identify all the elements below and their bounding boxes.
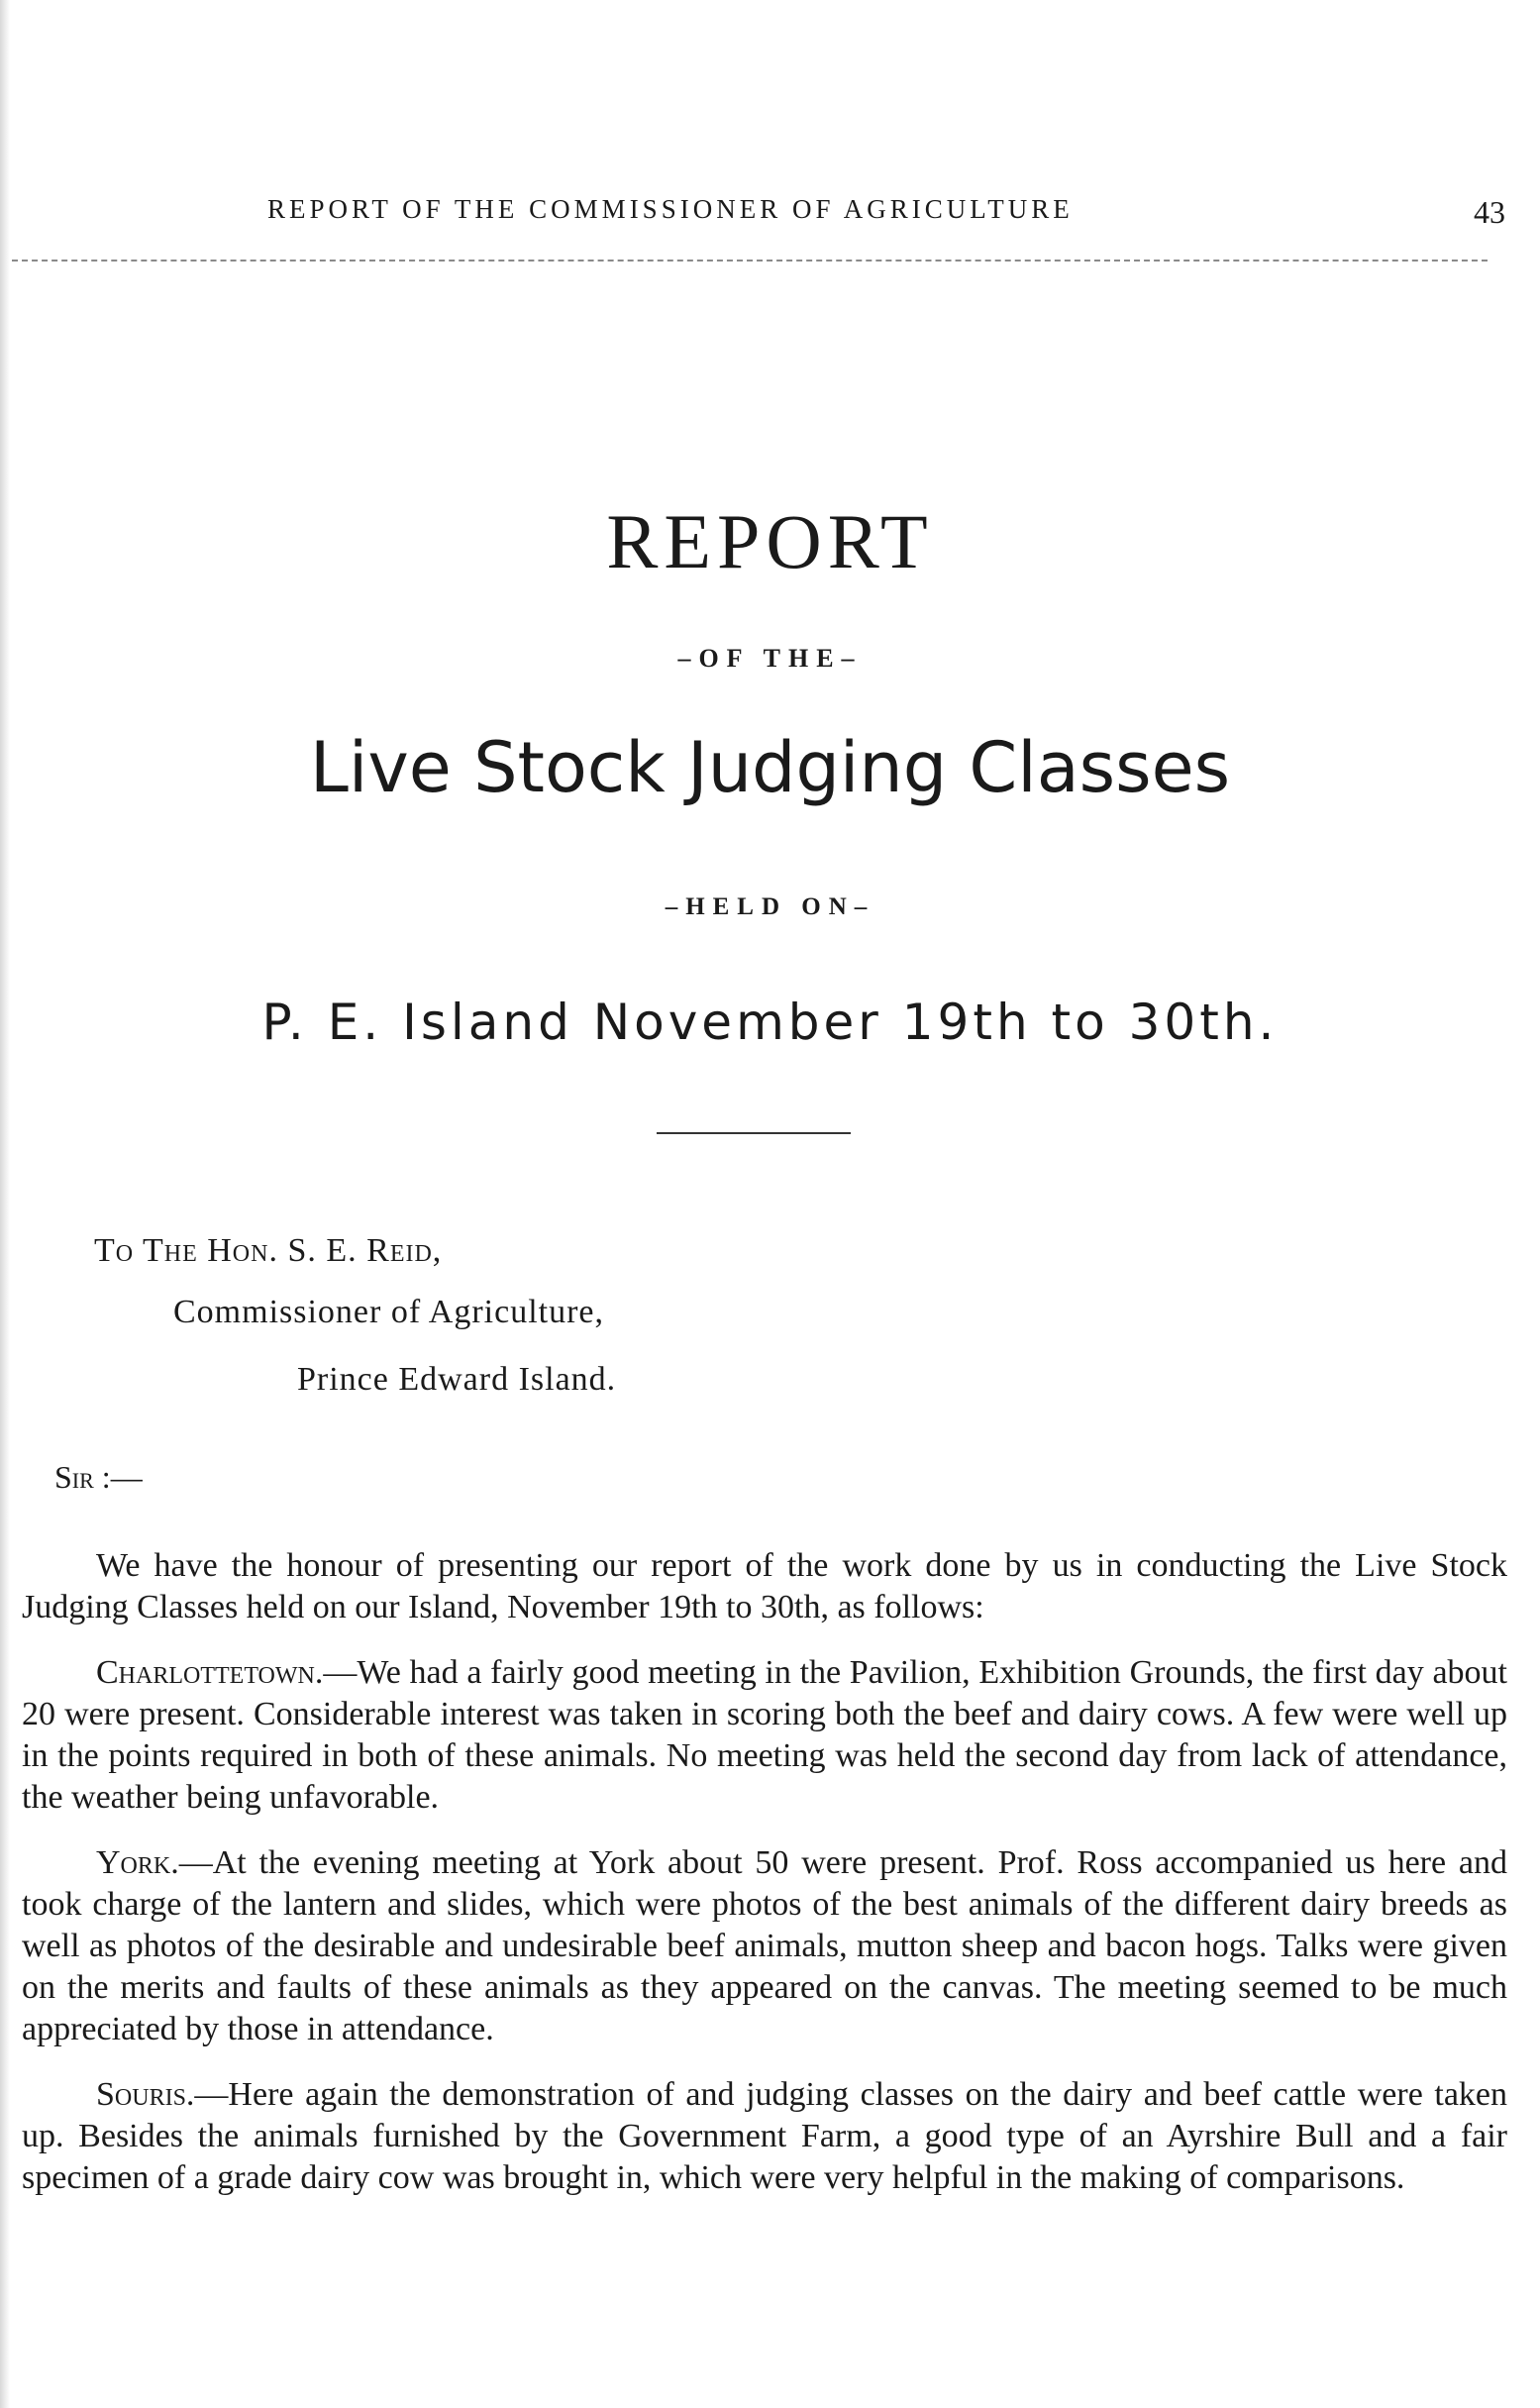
address-line-province: Prince Edward Island. (297, 1361, 617, 1398)
paragraph-souris (22, 2074, 1507, 2199)
paragraph-intro (22, 1545, 1507, 1628)
report-heading: REPORT (606, 498, 934, 584)
page-edge-shadow (0, 0, 10, 2408)
paragraph-text: —We had a fairly good meeting in the Pavilion, Exhibition Grounds, the first day about 20 were present. Considerable interest was taken in scoring both the beef and dairy cows. A few were well up in the points required in both of these animals. No meeting was held the second day from lack of attendance, the weather being unfavorable. (22, 1654, 1507, 1816)
main-title: Live Stock Judging Classes (309, 727, 1231, 808)
title-divider (657, 1132, 851, 1134)
salutation: Sir :— (54, 1459, 143, 1495)
address-line-recipient: To The Hon. S. E. Reid, (94, 1232, 443, 1269)
held-on-subheading: –HELD ON– (665, 893, 875, 920)
paragraph-york (22, 1842, 1507, 2050)
of-the-subheading: –OF THE– (677, 644, 863, 673)
header-divider (12, 260, 1488, 262)
paragraph-charlottetown (22, 1652, 1507, 1819)
address-line-office: Commissioner of Agriculture, (173, 1294, 605, 1330)
page-number: 43 (1474, 194, 1505, 230)
paragraph-lead: Charlottetown. (96, 1654, 324, 1691)
paragraph-lead: York. (96, 1844, 179, 1881)
paragraph-text: —Here again the demonstration of and judging classes on the dairy and beef cattle were taken up. Besides the animals furnished by the Government Farm, a good type of an Ayrshire Bull and a fair specimen of a grade dairy cow was brought in, which were very helpful in the making of comparisons. (22, 2076, 1507, 2196)
running-title: REPORT OF THE COMMISSIONER OF AGRICULTURE (267, 194, 1074, 224)
paragraph-text: We have the honour of presenting our report of the work done by us in conducting the Live Stock Judging Classes held on our Island, November 19th to 30th, as follows: (22, 1547, 1507, 1625)
report-body (22, 1545, 1507, 2223)
place-dates-heading: P. E. Island November 19th to 30th. (261, 994, 1279, 1051)
paragraph-text: —At the evening meeting at York about 50 were present. Prof. Ross accompanied us here and took charge of the lantern and slides, which were photos of the best animals of the different dairy breeds as well as photos of the desirable and undesirable beef animals, mutton sheep and bacon hogs. Talks were given on the merits and faults of these animals as they appeared on the canvas. The meeting seemed to be much appreciated by those in attendance. (22, 1844, 1507, 2047)
paragraph-lead: Souris. (96, 2076, 195, 2113)
running-header (0, 194, 1540, 244)
